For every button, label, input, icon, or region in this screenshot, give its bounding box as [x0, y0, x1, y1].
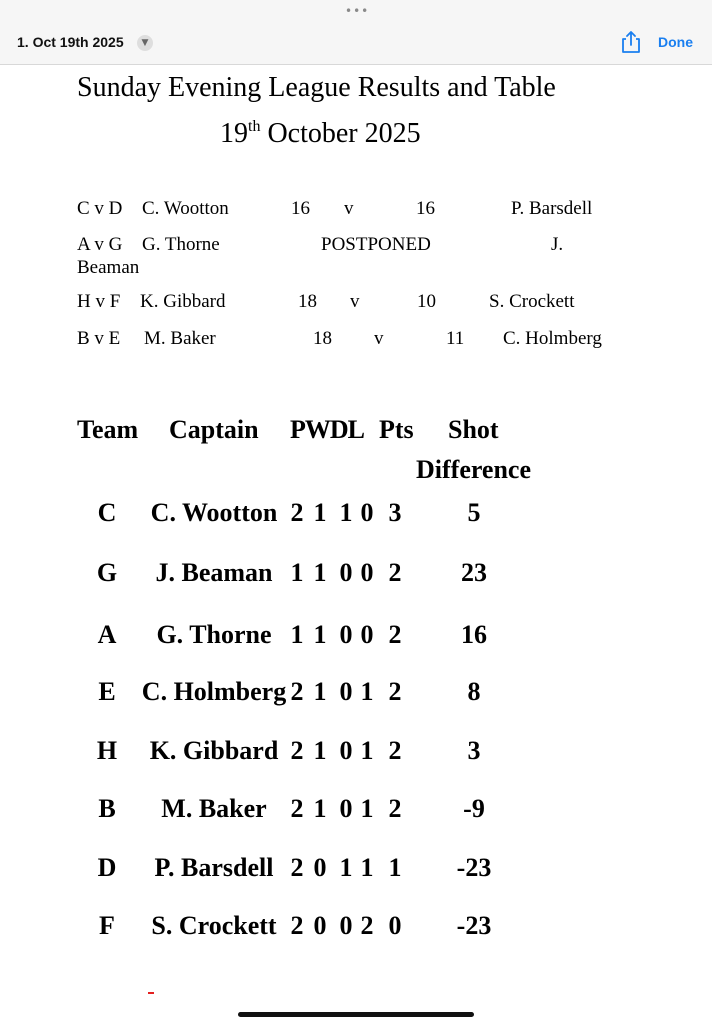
points-cell: 0 — [388, 911, 402, 940]
drawn-cell: 0 — [339, 911, 353, 940]
fixture-match: C v D — [77, 198, 123, 219]
fixture-match: A v G — [77, 234, 123, 255]
fixture-home-captain: C. Wootton — [142, 198, 229, 219]
played-cell: 2 — [290, 677, 304, 706]
fixture-away-captain: P. Barsdell — [511, 198, 593, 219]
points-cell: 2 — [388, 794, 402, 823]
won-cell: 0 — [313, 853, 327, 882]
shot-diff-cell: 3 — [467, 736, 481, 765]
team-cell: G — [96, 558, 118, 587]
table-row — [0, 853, 712, 893]
team-cell: B — [98, 794, 116, 823]
fixture-match: H v F — [77, 291, 121, 312]
lost-cell: 0 — [360, 498, 374, 527]
fixture-away-score: 16 — [416, 198, 435, 219]
points-cell: 2 — [388, 558, 402, 587]
fixture-status: POSTPONED — [321, 234, 431, 255]
drawn-cell: 0 — [339, 620, 353, 649]
shot-diff-cell: -23 — [456, 911, 492, 940]
table-row — [0, 620, 712, 660]
header-team: Team — [77, 415, 139, 444]
won-cell: 1 — [313, 620, 327, 649]
more-dots-icon[interactable]: ••• — [345, 4, 370, 18]
captain-cell: G. Thorne — [156, 620, 272, 649]
team-cell: H — [96, 736, 118, 765]
played-cell: 2 — [290, 498, 304, 527]
captain-cell: P. Barsdell — [154, 853, 274, 882]
fixture-away-score: 11 — [446, 328, 465, 349]
table-row — [0, 677, 712, 717]
fixture-home-captain: K. Gibbard — [140, 291, 226, 312]
shot-diff-cell: 16 — [461, 620, 487, 649]
page-date: 19th October 2025 — [220, 118, 421, 149]
lost-cell: 0 — [360, 620, 374, 649]
played-cell: 2 — [290, 736, 304, 765]
document-title-menu[interactable]: 1. Oct 19th 2025 — [17, 34, 124, 50]
fixture-home-captain: M. Baker — [144, 328, 216, 349]
team-cell: F — [99, 911, 115, 940]
table-row — [0, 736, 712, 776]
header-captain: Captain — [169, 415, 259, 444]
shot-diff-cell: 23 — [461, 558, 487, 587]
toolbar — [0, 0, 712, 65]
fixture-home-score: 18 — [298, 291, 317, 312]
played-cell: 2 — [290, 911, 304, 940]
fixture-home-captain: G. Thorne — [142, 234, 220, 255]
shot-diff-cell: 5 — [467, 498, 481, 527]
points-cell: 2 — [388, 677, 402, 706]
lost-cell: 2 — [360, 911, 374, 940]
table-row — [0, 558, 712, 598]
team-cell: A — [97, 620, 117, 649]
points-cell: 2 — [388, 620, 402, 649]
fixture-home-score: 16 — [291, 198, 310, 219]
lost-cell: 0 — [360, 558, 374, 587]
won-cell: 1 — [313, 558, 327, 587]
captain-cell: M. Baker — [161, 794, 267, 823]
lost-cell: 1 — [360, 677, 374, 706]
lost-cell: 1 — [360, 853, 374, 882]
captain-cell: K. Gibbard — [149, 736, 279, 765]
won-cell: 1 — [313, 736, 327, 765]
fixture-away-captain: C. Holmberg — [503, 328, 602, 349]
table-row — [0, 794, 712, 834]
fixture-home-score: 18 — [313, 328, 332, 349]
fixture-versus: v — [350, 291, 360, 312]
drawn-cell: 0 — [339, 558, 353, 587]
won-cell: 1 — [313, 677, 327, 706]
drawn-cell: 0 — [339, 677, 353, 706]
annotation-mark — [148, 992, 154, 994]
table-row — [0, 498, 712, 538]
fixture-away-captain-wrap: Beaman — [77, 257, 140, 278]
home-indicator[interactable] — [238, 1012, 474, 1017]
fixture-away-score: 10 — [417, 291, 436, 312]
header-pwdl: PWDL — [290, 415, 364, 444]
played-cell: 2 — [290, 853, 304, 882]
played-cell: 1 — [290, 558, 304, 587]
played-cell: 1 — [290, 620, 304, 649]
won-cell: 1 — [313, 794, 327, 823]
done-button[interactable]: Done — [658, 34, 693, 50]
drawn-cell: 0 — [339, 736, 353, 765]
played-cell: 2 — [290, 794, 304, 823]
captain-cell: C. Wootton — [150, 498, 278, 527]
fixture-away-captain: J. — [551, 234, 564, 255]
points-cell: 2 — [388, 736, 402, 765]
captain-cell: C. Holmberg — [141, 677, 287, 706]
team-cell: D — [97, 853, 117, 882]
page-title: Sunday Evening League Results and Table — [77, 72, 556, 103]
lost-cell: 1 — [360, 736, 374, 765]
lost-cell: 1 — [360, 794, 374, 823]
fixture-away-captain: S. Crockett — [489, 291, 575, 312]
shot-diff-cell: 8 — [467, 677, 481, 706]
drawn-cell: 1 — [339, 498, 353, 527]
won-cell: 1 — [313, 498, 327, 527]
drawn-cell: 0 — [339, 794, 353, 823]
drawn-cell: 1 — [339, 853, 353, 882]
captain-cell: S. Crockett — [151, 911, 277, 940]
shot-diff-cell: -23 — [456, 853, 492, 882]
team-cell: C — [97, 498, 117, 527]
team-cell: E — [98, 677, 116, 706]
points-cell: 1 — [388, 853, 402, 882]
fixture-match: B v E — [77, 328, 121, 349]
header-shot: Shot — [448, 415, 499, 444]
fixture-versus: v — [374, 328, 384, 349]
table-row — [0, 911, 712, 951]
chevron-down-icon[interactable]: ▼ — [137, 35, 153, 51]
points-cell: 3 — [388, 498, 402, 527]
share-icon[interactable] — [620, 30, 642, 54]
shot-diff-cell: -9 — [463, 794, 485, 823]
won-cell: 0 — [313, 911, 327, 940]
header-difference: Difference — [416, 455, 532, 484]
header-points: Pts — [379, 415, 414, 444]
captain-cell: J. Beaman — [155, 558, 273, 587]
fixture-versus: v — [344, 198, 354, 219]
